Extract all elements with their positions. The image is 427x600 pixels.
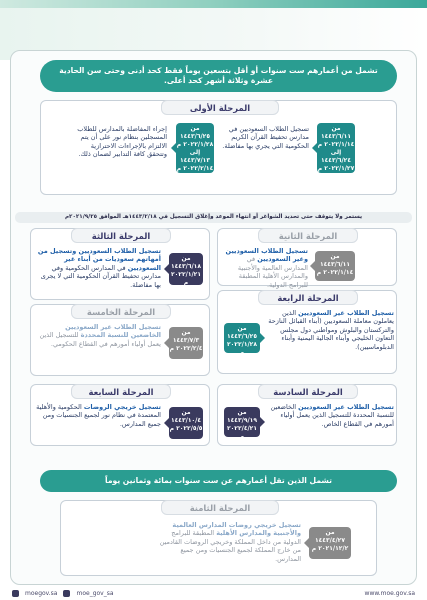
date-gregorian: ٢٠٢١/١٢/٢ م (311, 545, 349, 553)
stage-1-arrow-a (312, 143, 317, 153)
stage-6-title: المرحلة السادسة (258, 384, 358, 399)
footer (0, 586, 427, 600)
date-gregorian: ٢٠٢٢/٤/٢١ م (226, 425, 258, 441)
age-criteria-banner: تشمل من أعمارهم ست سنوات أو أقل بتسعين يوماً فقط كحد أدنى وحتى سن الحادية عشرة وثلاثة أشهر كحد أعلى. (40, 60, 397, 92)
date-gregorian: ٢٠٢٢/٥/٥ م (169, 425, 203, 433)
stage-3-description (35, 247, 161, 289)
stage-1-description-b: إجراء المفاضلة بالمدارس للطلاب المسجلين بنظام نور على أن يتم الالتزام بالإجراءات الاحترازية وتتحقق كافة التدابير لضمان ذلك. (77, 125, 167, 159)
date-hijri: ١٤٤٣/٦/١٨ (170, 263, 202, 271)
date-gregorian: ٢٠٢٢/١/١٤ م (317, 141, 355, 149)
stage-6-highlight: تسجيل الطلاب غير السعوديين (298, 403, 394, 411)
stage-7-highlight: تسجيل خريجي الروضات (83, 403, 161, 411)
stage-2-highlight: تسجيل الطلاب السعوديين وغير السعوديين (225, 247, 308, 264)
stage-7-description (35, 403, 161, 428)
stage-2-detail: في المدارس العالمية والأجنبية والمدارس الأهلية المطبقة للبرامج الدولية. (237, 255, 308, 289)
stage-8-title: المرحلة الثامنة (161, 500, 279, 515)
stage-1-card (40, 100, 397, 195)
stage-2-title: المرحلة الثانية (258, 228, 358, 243)
date-hijri: ١٤٤٣/٧/١٣ (179, 157, 211, 165)
facebook-handle[interactable]: moegov.sa (25, 589, 58, 597)
date-hijri: ١٤٤٣/٦/٢٥ (179, 133, 211, 141)
second-age-banner: تشمل الذين تقل أعمارهم عن ست سنوات بمائة وثمانين يوماً (40, 470, 397, 492)
stage-3-arrow (164, 264, 169, 274)
website-link[interactable]: www.moe.gov.sa (364, 589, 415, 597)
date-gregorian: ٢٠٢٢/١/٢٨ م (226, 341, 258, 357)
stage-7-detail: الحكومية والأهلية المعتمدة في نظام نور لجميع الجنسيات ومن جميع المدارس. (36, 403, 161, 428)
stage-4-description (268, 309, 394, 351)
stage-4-title: المرحلة الرابعة (258, 290, 358, 305)
twitter-icon (63, 590, 70, 597)
stage-7-date (169, 407, 203, 439)
date-gregorian: ٢٠٢٢/١/٢٨ م (176, 141, 214, 149)
stage-7-title: المرحلة السابعة (71, 384, 171, 399)
stage-7-arrow (164, 418, 169, 428)
stage-1-arrow-b (171, 143, 176, 153)
stage-8-arrow (304, 538, 309, 548)
date-to-label: إلى (330, 149, 342, 157)
stage-3-detail: في المدارس الحكومية وفي مدارس تحفيظ القرآن الحكومية التي لا يجرى بها مفاضلة. (40, 263, 161, 289)
social-links (12, 590, 114, 597)
date-hijri: ١٤٤٣/١٠/٤ (170, 417, 202, 425)
stage-6-detail: الخاضعين للنسبة المحددة للتسجيل الذين يعمل أولياء أمورهم في القطاع الخاص. (270, 403, 394, 428)
stage-4-date (224, 323, 260, 357)
stage-8-description (157, 521, 301, 563)
date-from-label: من (237, 409, 247, 416)
date-from-label: من (331, 125, 341, 132)
date-hijri: ١٤٤٣/٧/٣ (172, 337, 200, 345)
date-gregorian: ٢٠٢٢/١/٢١ م (170, 271, 202, 287)
stage-5-date (169, 327, 203, 359)
date-from-label: من (237, 325, 247, 332)
stage-5-description (35, 323, 161, 348)
date-gregorian: ٢٠٢٢/١/٢٧ م (317, 165, 355, 173)
stage-8-detail: المطبقة للبرامج الدولية من داخل المملكة وخريجي الروضات القادمين من خارج المملكة لجميع الجنسيات ومن جميع المدارس. (159, 529, 301, 563)
stage-5-highlight: تسجيل الطلاب غير السعوديين الخاضعين للنسبة المحددة (65, 323, 161, 340)
stage-6-card (217, 384, 397, 446)
stage-5-title: المرحلة الخامسة (71, 304, 171, 319)
stage-5-card (30, 304, 210, 376)
date-from-label: من (190, 125, 200, 132)
stage-4-arrow (260, 333, 265, 343)
stage-3-card (30, 228, 210, 300)
date-from-label: من (325, 529, 335, 536)
stage-7-card (30, 384, 210, 446)
stage-1-description-a: تسجيل الطلاب السعوديين في مدارس تحفيظ القرآن الكريم الحكومية التي يجري بها مفاضلة. (222, 125, 309, 150)
stage-2-arrow (310, 261, 315, 271)
date-from-label: من (330, 253, 340, 260)
stage-3-title: المرحلة الثالثة (71, 228, 171, 243)
stage-3-date (169, 253, 203, 285)
stage-2-card (217, 228, 397, 289)
stage-6-arrow (260, 417, 265, 427)
stage-2-date (315, 251, 355, 281)
stage-1-title: المرحلة الأولى (161, 100, 279, 115)
date-hijri: ١٤٤٣/٦/١١ (319, 261, 351, 269)
date-from-label: من (181, 409, 191, 416)
stage-8-date (309, 527, 351, 559)
stage-6-description (268, 403, 394, 428)
date-hijri: ١٤٤٣/٩/١٩ (226, 417, 258, 425)
header-accent-bar (0, 0, 427, 8)
date-gregorian: ٢٠٢٢/٢/٤ م (169, 345, 203, 353)
stage-8-highlight: تسجيل خريجي روضات المدارس العالمية والأجنبية والمدارس الأهلية (172, 521, 301, 538)
date-from-label: من (181, 329, 191, 336)
stage-6-date (224, 407, 260, 441)
stage-3-highlight: تسجيل الطلاب السعوديين وتسجيل من أمهاتهم سعوديات من أبناء غير السعوديين (37, 247, 161, 272)
date-from-label: من (181, 255, 191, 262)
facebook-icon (12, 590, 19, 597)
stage-2-description (222, 247, 308, 289)
stage-5-detail: للتسجيل الذين يعمل أولياء أمورهم في القطاع الحكومي. (39, 331, 161, 348)
date-hijri: ١٤٤٣/٤/٢٧ (314, 537, 346, 545)
date-to-label: إلى (189, 149, 201, 157)
stage-4-highlight: تسجيل الطلاب غير السعوديين (298, 309, 394, 317)
registration-notice: يستمر ولا يتوقف حتى تحديد الشواغر أو انتهاء الموعد وإغلاق التسجيل في ١٤٤٣/٢/١٨هـ الموافق ٢٠٢١/٩/٢٥م (15, 212, 412, 223)
stage-4-detail: الذين يعاملون معاملة السعوديين (أبناء القبائل النازحة والتركستان والبلوش ومواطني دول مجلس التعاون الخليجي وأبناء الجالية اليمنية وأبناء الدبلوماسيين). (268, 309, 394, 351)
stage-8-card (60, 500, 377, 576)
twitter-handle[interactable]: moe_gov_sa (76, 589, 114, 597)
stage-1-date-a (317, 123, 355, 173)
stage-1-date-b (176, 123, 214, 173)
date-hijri: ١٤٤٣/٦/٢٥ (226, 333, 258, 341)
date-gregorian: ٢٠٢٢/٢/١٤ م (176, 165, 214, 173)
stage-4-card (217, 290, 397, 374)
stage-5-arrow (164, 338, 169, 348)
date-gregorian: ٢٠٢٢/١/١٤ م (316, 269, 354, 277)
date-hijri: ١٤٤٣/٦/١١ (320, 133, 352, 141)
date-hijri: ١٤٤٣/٦/٢٤ (320, 157, 352, 165)
